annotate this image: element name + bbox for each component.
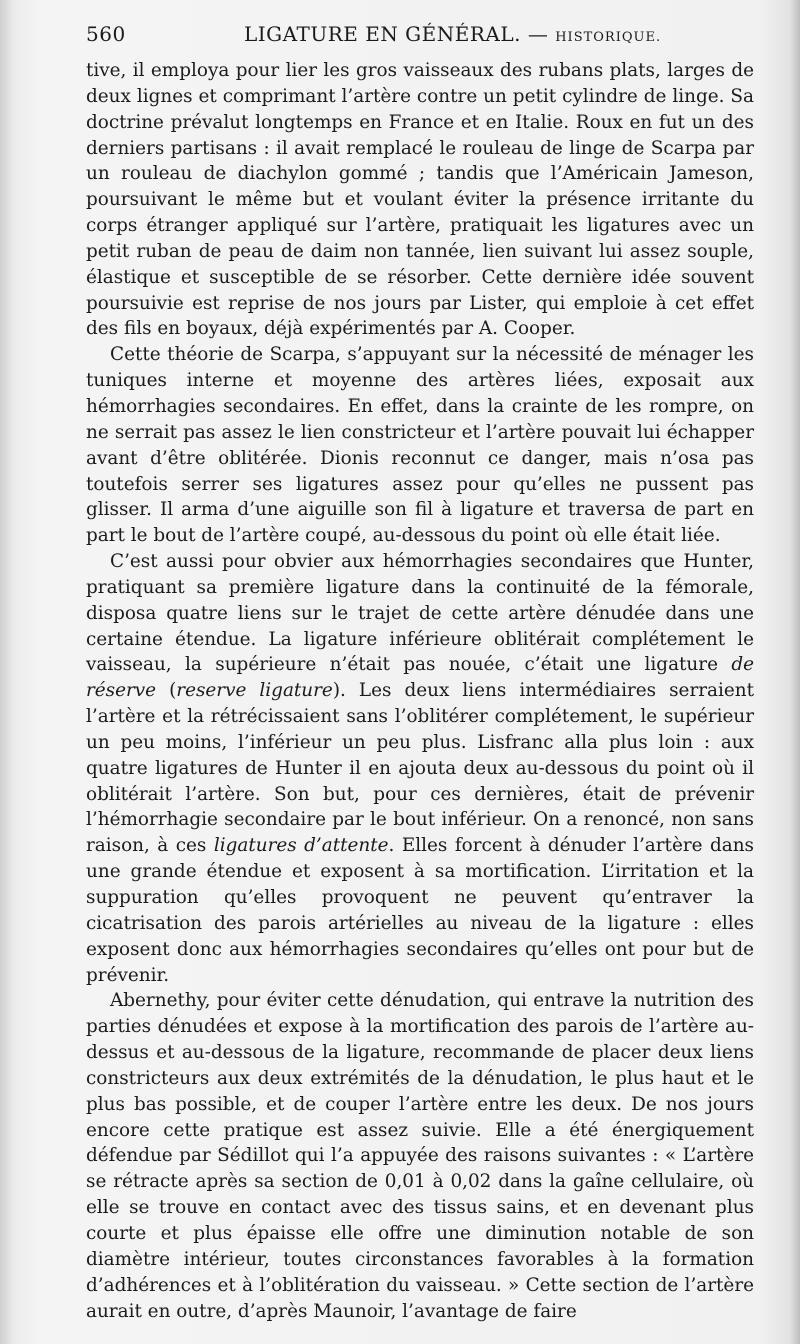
p3-italic-ligatures-attente: ligatures d’attente [213, 835, 389, 857]
p3-text-c: ). Les deux liens intermédiaires serraient l’artère et la rétrécissaient sans l’oblitérer complétement, le supérieur un peu moins, l’inférieur un peu plus. Lisfranc alla plus loin : aux quatre ligatures de Hunter il en ajouta deux au-dessous du point où il oblitérait l’artère. Son but, pour ces dernières, était de prévenir l’hémorrhagie secondaire par le bout inférieur. On a renoncé, non sans raison, à ces [86, 680, 754, 857]
p3-italic-reserve-ligature: reserve ligature [176, 680, 333, 702]
p3-text-a: C’est aussi pour obvier aux hémorrhagies secondaires que Hunter, pratiquant sa première ligature dans la continuité de la fémorale, disposa quatre liens sur le trajet de cette artère dénudée dans une certaine étendue. La ligature inférieure oblitérait complétement le vaisseau, la supérieure n’était pas nouée, c’était une ligature [86, 551, 754, 676]
paragraph-1: tive, il employa pour lier les gros vaisseaux des rubans plats, larges de deux lignes et comprimant l’artère contre un petit cylindre de linge. Sa doctrine prévalut longtemps en France et en Italie. Roux en fut un des derniers partisans : il avait remplacé le rouleau de linge de Scarpa par un rouleau de diachylon gommé ; tandis que l’Américain Jameson, poursuivant le même but et voulant éviter la présence irritante du corps étranger appliqué sur l’artère, pratiquait les ligatures avec un petit ruban de peau de daim non tannée, lien suivant lui assez souple, élastique et susceptible de se résorber. Cette dernière idée souvent poursuivie est reprise de nos jours par Lister, qui emploie à cet effet des fils en boyaux, déjà expérimentés par A. Cooper. [86, 60, 754, 340]
paragraph-2: Cette théorie de Scarpa, s’appuyant sur la nécessité de ménager les tuniques interne et moyenne des artères liées, exposait aux hémorrhagies secondaires. En effet, dans la crainte de les rompre, on ne serrait pas assez le lien constricteur et l’artère pouvait lui échapper avant d’être oblitérée. Dionis reconnut ce danger, mais n’osa pas toutefois serrer ses ligatures assez pour qu’elles ne pussent pas glisser. Il arma d’une aiguille son fil à ligature et traversa de part en part le bout de l’artère coupé, au-dessous du point où elle était liée. [86, 344, 754, 547]
title-text: LIGATURE EN GÉNÉRAL. [244, 22, 521, 46]
title-separator: — [527, 22, 549, 46]
section-label: HISTORIQUE. [555, 30, 662, 45]
paragraph-3 [86, 549, 754, 988]
p3-italic-de-reserve: de réserve [86, 654, 754, 702]
paragraph-4: Abernethy, pour éviter cette dénudation, qui entrave la nutrition des parties dénudées et expose à la mortification des parois de l’artère au-dessus et au-dessous de la ligature, recommande de placer deux liens constricteurs aux deux extrémités de la dénudation, le plus haut et le plus bas possible, et de couper l’artère entre les deux. De nos jours encore cette pratique est assez suivie. Elle a été énergiquement défendue par Sédillot qui l’a appuyée des raisons suivantes : « L’artère se rétracte après sa section de 0,01 à 0,02 dans la gaîne cellulaire, où elle se trouve en contact avec des tissus sains, et en devenant plus courte et plus épaisse elle offre une diminution notable de son diamètre intérieur, toutes circonstances favorables à la formation d’adhérences et à l’oblitération du vaisseau. » Cette section de l’artère aurait en outre, d’après Maunoir, l’avantage de faire [86, 990, 754, 1322]
p3-text-b: ( [156, 680, 177, 702]
running-title [244, 22, 661, 46]
page-number: 560 [86, 22, 126, 46]
p3-text-d: . Elles forcent à dénuder l’artère dans une grande étendue et exposent à sa mortification. L’irritation et la suppuration qu’elles provoquent ne peuvent qu’entraver la cicatrisation des parois artérielles au niveau de la ligature : elles exposent donc aux hémorrhagies secondaires qu’elles ont pour but de prévenir. [86, 835, 754, 986]
running-header [86, 22, 750, 50]
body-text [86, 58, 754, 1324]
